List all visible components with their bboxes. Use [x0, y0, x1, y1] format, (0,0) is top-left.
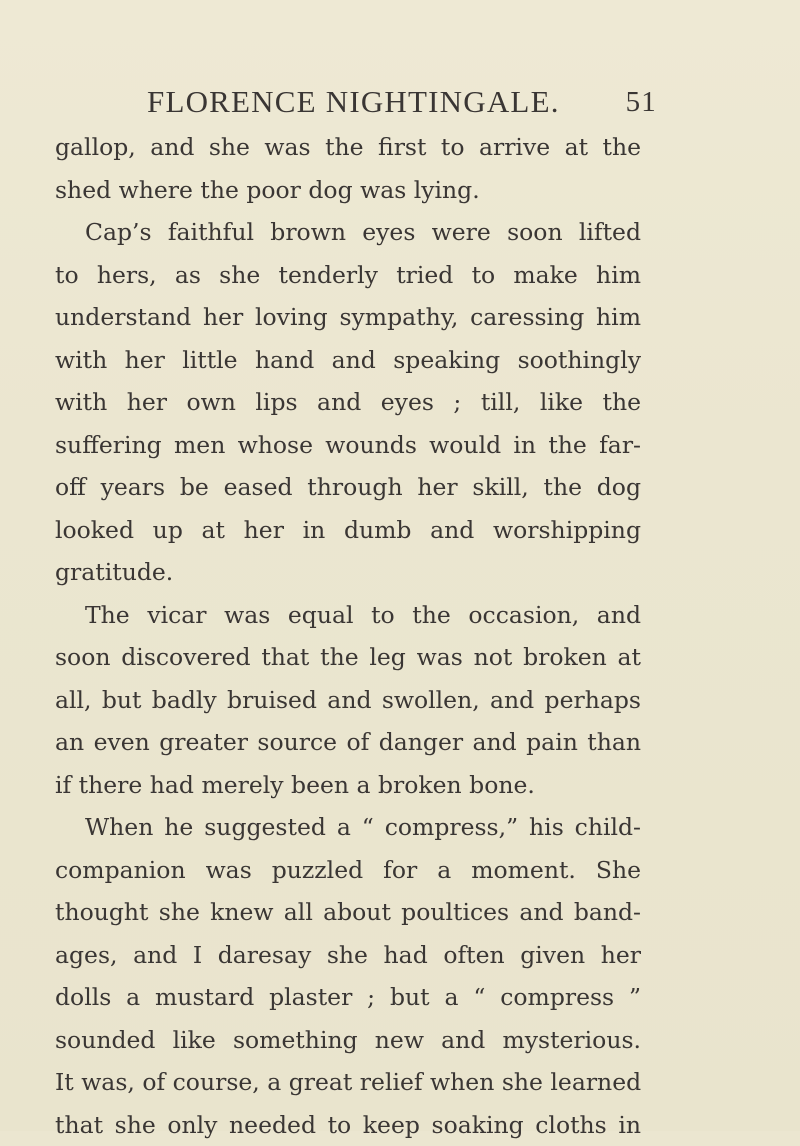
text-line: dolls a mustard plaster ; but a “ compress ” — [55, 976, 641, 1019]
text-line: When he suggested a “ compress,” his child- — [55, 806, 641, 849]
text-line: gallop, and she was the first to arrive at the — [55, 126, 641, 169]
running-head — [147, 82, 657, 122]
text-line: thought she knew all about poultices and band- — [55, 891, 641, 934]
text-line: understand her loving sympathy, caressing him — [55, 296, 641, 339]
page-number: 51 — [626, 82, 657, 122]
text-line: all, but badly bruised and swollen, and perhaps — [55, 679, 641, 722]
text-line: off years be eased through her skill, the dog — [55, 466, 641, 509]
running-title: FLORENCE NIGHTINGALE. — [147, 82, 560, 122]
text-line: gratitude. — [55, 551, 641, 594]
text-line: with her little hand and speaking soothingly — [55, 339, 641, 382]
text-line: an even greater source of danger and pain than — [55, 721, 641, 764]
text-line: if there had merely been a broken bone. — [55, 764, 641, 807]
text-line: ages, and I daresay she had often given her — [55, 934, 641, 977]
text-line: It was, of course, a great relief when she learned — [55, 1061, 641, 1104]
body-text — [55, 126, 641, 1106]
text-line: companion was puzzled for a moment. She — [55, 849, 641, 892]
text-line: soon discovered that the leg was not broken at — [55, 636, 641, 679]
text-line: sounded like something new and mysterious. — [55, 1019, 641, 1062]
text-line: Cap’s faithful brown eyes were soon lifted — [55, 211, 641, 254]
text-line: to hers, as she tenderly tried to make him — [55, 254, 641, 297]
text-line: looked up at her in dumb and worshipping — [55, 509, 641, 552]
text-line: that she only needed to keep soaking cloths in — [55, 1104, 641, 1146]
text-line: suffering men whose wounds would in the far- — [55, 424, 641, 467]
text-line: shed where the poor dog was lying. — [55, 169, 641, 212]
text-line: with her own lips and eyes ; till, like the — [55, 381, 641, 424]
text-line: The vicar was equal to the occasion, and — [55, 594, 641, 637]
